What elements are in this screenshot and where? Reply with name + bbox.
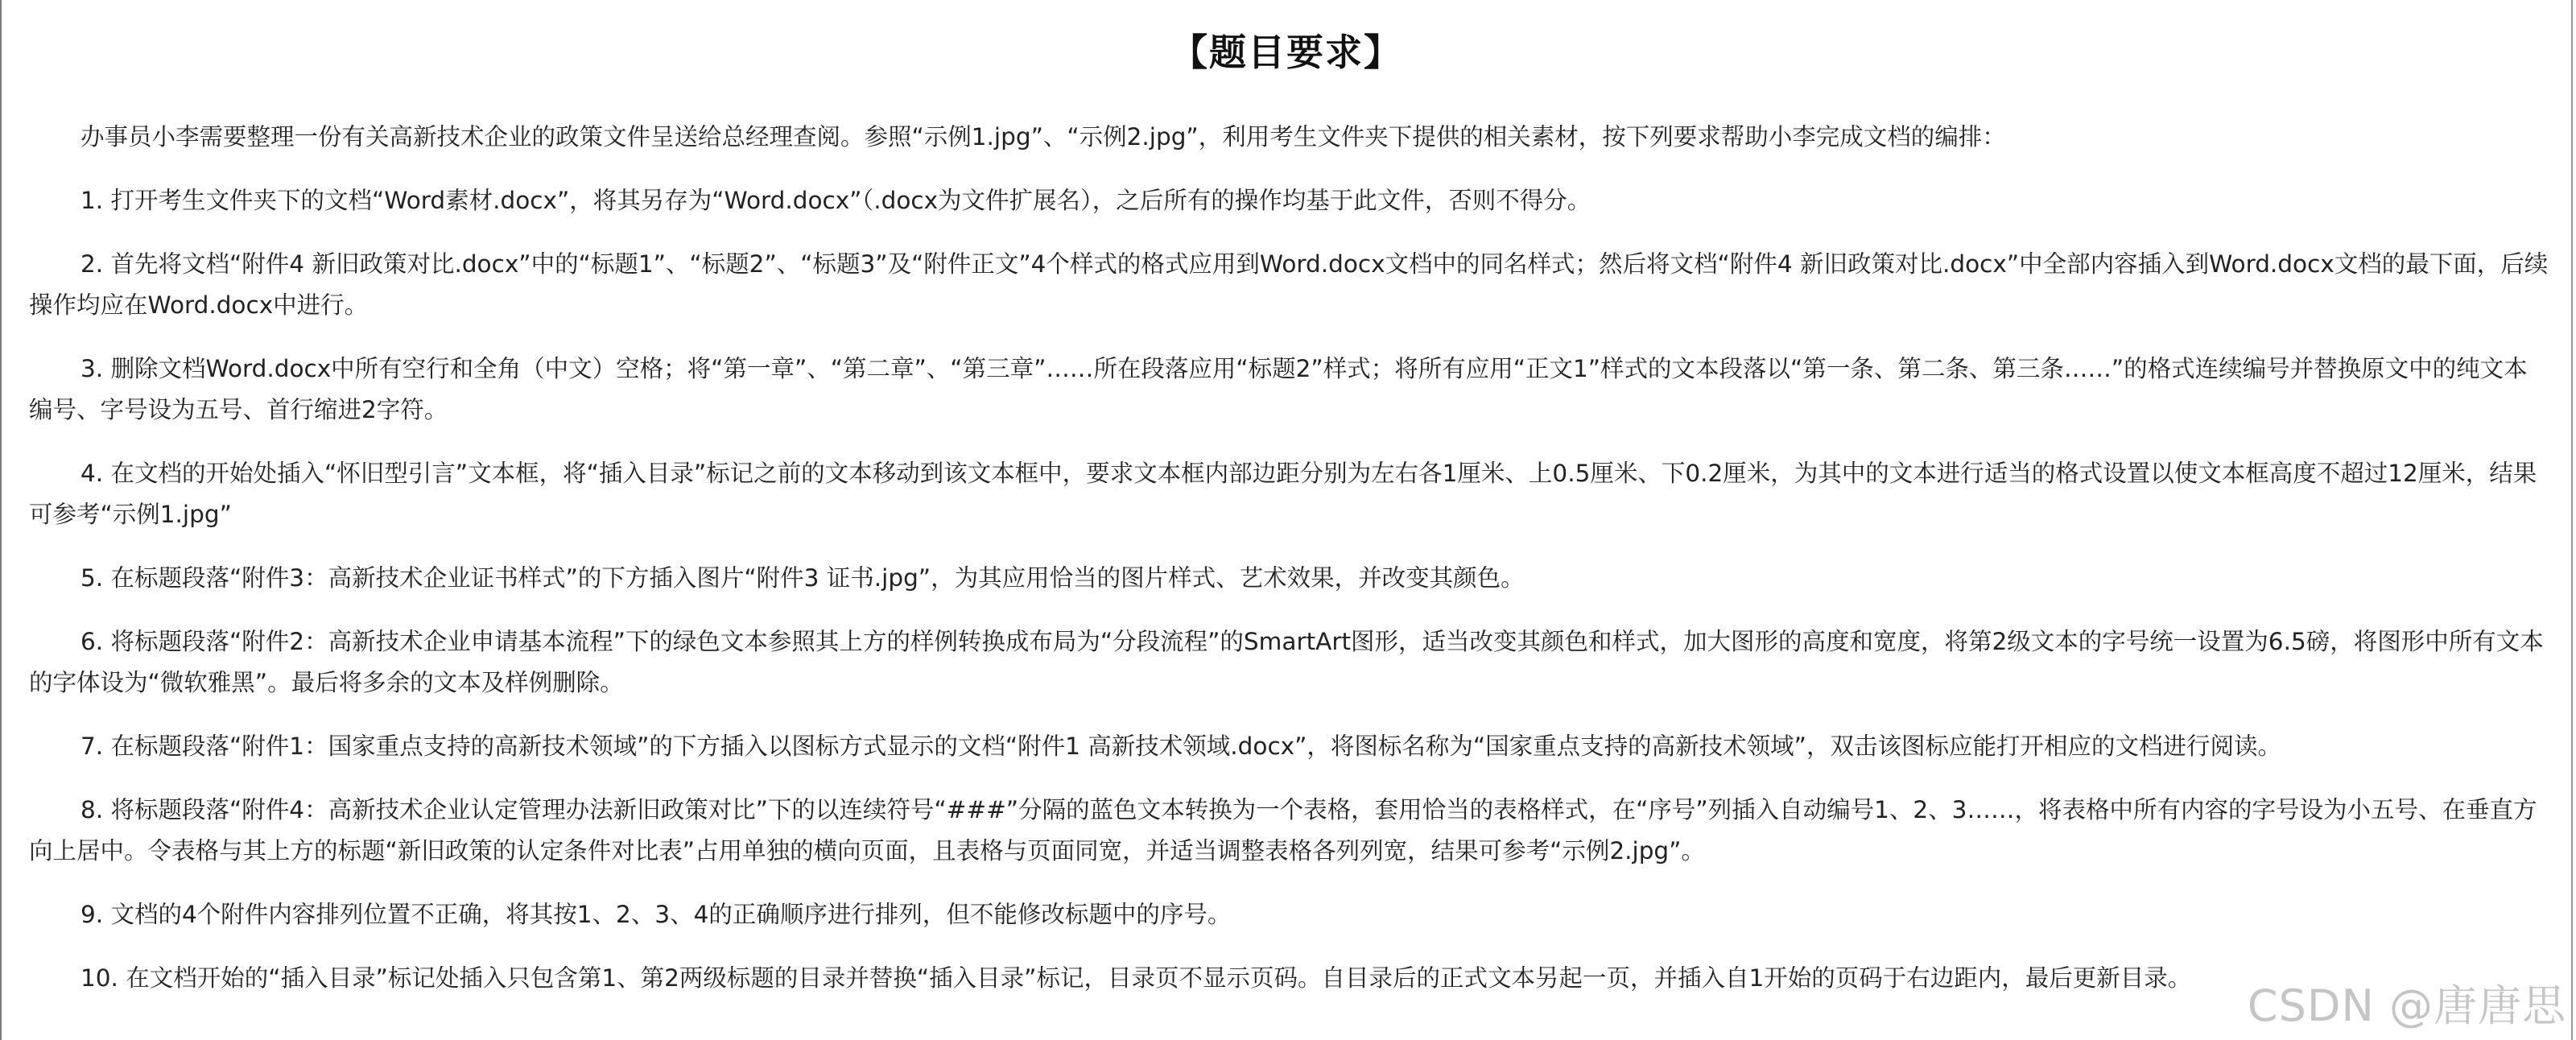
requirement-item-10: 10. 在文档开始的“插入目录”标记处插入只包含第1、第2两级标题的目录并替换“插入目录”标记，目录页不显示页码。自目录后的正式文本另起一页，并插入自1开始的页码于右边距内，最后更新目录。 bbox=[80, 964, 2192, 992]
requirement-item-4: 4. 在文档的开始处插入“怀旧型引言”文本框，将“插入目录”标记之前的文本移动到该文本框中，要求文本框内部边距分别为左右各1厘米、上0.5厘米、下0.2厘米，为其中的文本进行适当的格式设置以使文本框高度不超过12厘米，结果可参考“示例1.jpg” bbox=[29, 460, 2537, 528]
requirement-item-1: 1. 打开考生文件夹下的文档“Word素材.docx”，将其另存为“Word.docx”（.docx为文件扩展名），之后所有的操作均基于此文件，否则不得分。 bbox=[80, 187, 1591, 214]
requirements-body bbox=[29, 117, 2549, 1021]
intro-paragraph: 办事员小李需要整理一份有关高新技术企业的政策文件呈送给总经理查阅。参照“示例1.jpg”、“示例2.jpg”，利用考生文件夹下提供的相关素材，按下列要求帮助小李完成文档的编排： bbox=[80, 123, 2006, 151]
requirement-item-7: 7. 在标题段落“附件1：国家重点支持的高新技术领域”的下方插入以图标方式显示的文档“附件1 高新技术领域.docx”，将图标名称为“国家重点支持的高新技术领域”，双击该图标应能打开相应的文档进行阅读。 bbox=[80, 733, 2281, 760]
requirement-item-5: 5. 在标题段落“附件3：高新技术企业证书样式”的下方插入图片“附件3 证书.jpg”，为其应用恰当的图片样式、艺术效果，并改变其颜色。 bbox=[80, 564, 1525, 592]
requirement-item-8: 8. 将标题段落“附件4：高新技术企业认定管理办法新旧政策对比”下的以连续符号“###”分隔的蓝色文本转换为一个表格，套用恰当的表格样式，在“序号”列插入自动编号1、2、3……，将表格中所有内容的字号设为小五号、在垂直方向上居中。令表格与其上方的标题“新旧政策的认定条件对比表”占用单独的横向页面，且表格与页面同宽，并适当调整表格各列列宽，结果可参考“示例2.jpg”。 bbox=[29, 796, 2537, 865]
watermark: CSDN @唐唐思 bbox=[2247, 980, 2566, 1031]
requirement-item-3: 3. 删除文档Word.docx中所有空行和全角（中文）空格；将“第一章”、“第二章”、“第三章”……所在段落应用“标题2”样式；将所有应用“正文1”样式的文本段落以“第一条、第二条、第三条……”的格式连续编号并替换原文中的纯文本编号、字号设为五号、首行缩进2字符。 bbox=[29, 355, 2528, 423]
requirement-item-2: 2. 首先将文档“附件4 新旧政策对比.docx”中的“标题1”、“标题2”、“标题3”及“附件正文”4个样式的格式应用到Word.docx文档中的同名样式；然后将文档“附件4 新旧政策对比.docx”中全部内容插入到Word.docx文档的最下面，后续操作均应在Word.docx中进行。 bbox=[29, 250, 2549, 319]
page-title: 【题目要求】 bbox=[1170, 31, 1402, 74]
requirement-item-6: 6. 将标题段落“附件2：高新技术企业申请基本流程”下的绿色文本参照其上方的样例转换成布局为“分段流程”的SmartArt图形，适当改变其颜色和样式，加大图形的高度和宽度，将第2级文本的字号统一设置为6.5磅，将图形中所有文本的字体设为“微软雅黑”。最后将多余的文本及样例删除。 bbox=[29, 628, 2544, 696]
requirement-item-9: 9. 文档的4个附件内容排列位置不正确，将其按1、2、3、4的正确顺序进行排列，但不能修改标题中的序号。 bbox=[80, 901, 1232, 928]
